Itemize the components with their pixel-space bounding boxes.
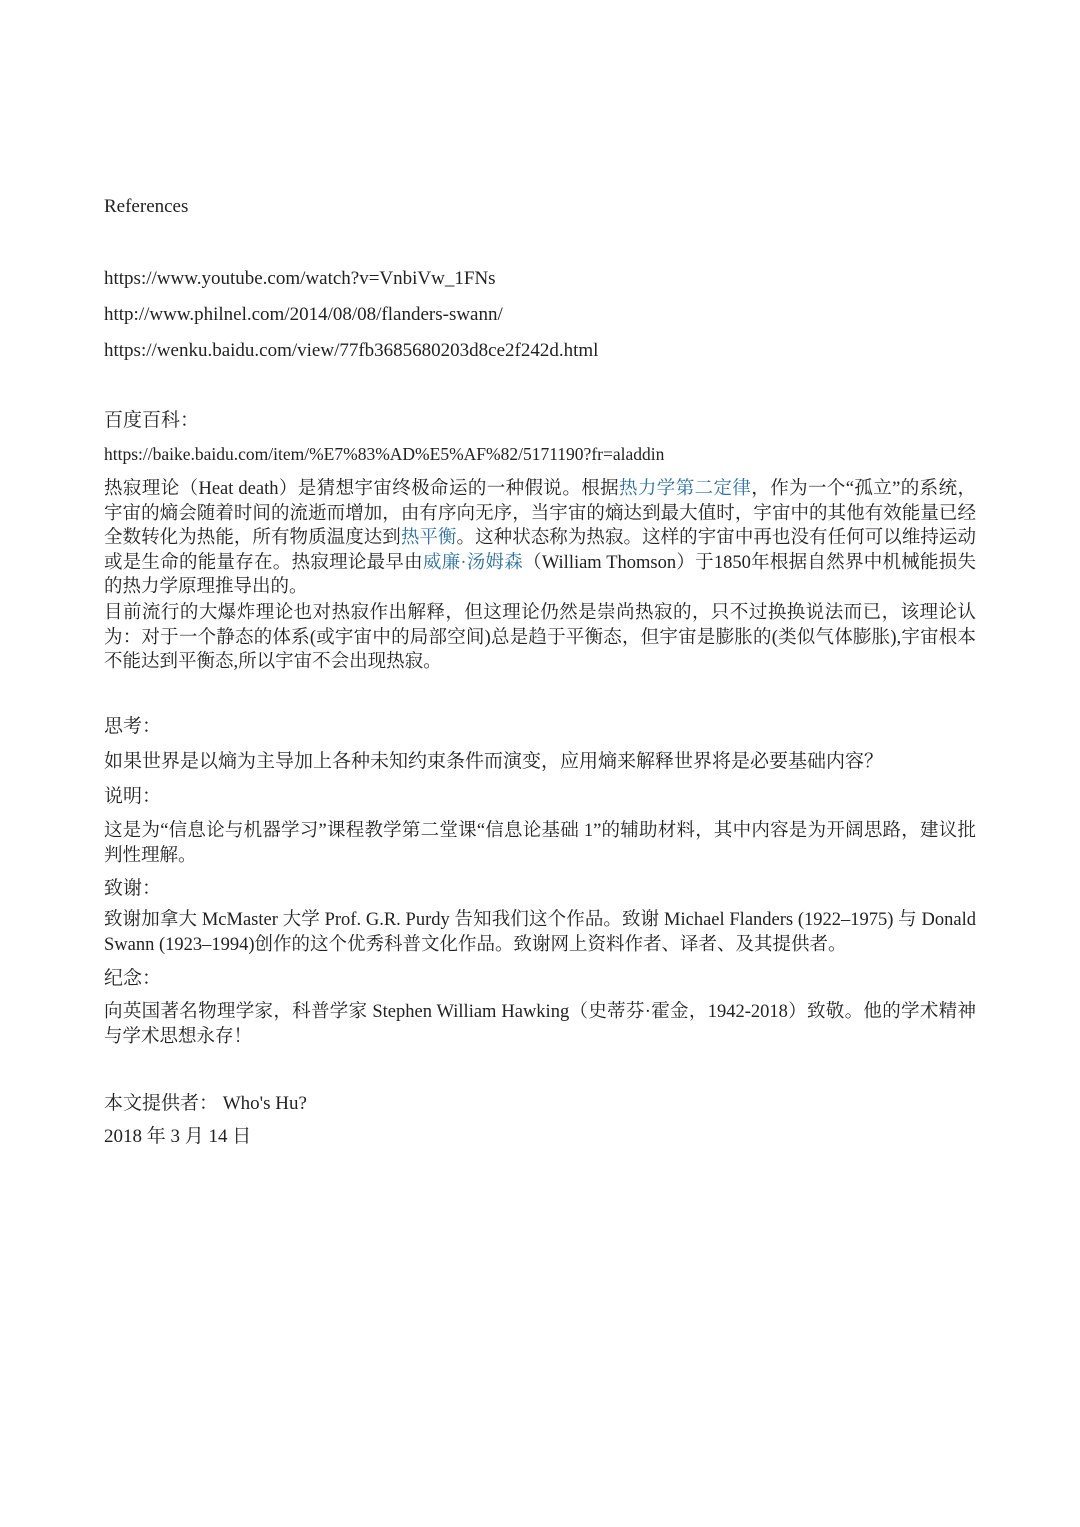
memorial-heading: 纪念： — [104, 968, 162, 989]
link-william-thomson: 威廉·汤姆森 — [422, 552, 524, 573]
para-text-3: 。这种状态称为热寂。这样的宇宙中再也没有任何可以维持运动或是生命的能量存在。热寂理论最早由 — [104, 528, 976, 573]
reference-link-youtube: https://www.youtube.com/watch?v=VnbiVw_1FNs — [104, 268, 496, 289]
link-second-law: 热力学第二定律 — [619, 479, 752, 499]
note-text: 这是为“信息论与机器学习”课程教学第二堂课“信息论基础 1”的辅助材料，其中内容是为开阔思路，建议批判性理解。 — [104, 821, 976, 866]
para-text-2: ，作为一个“孤立”的系统，宇宙的熵会随着时间的流逝而增加，由有序向无序，当宇宙的熵达到最大值时，宇宙中的其他有效能量已经全数转化为热能，所有物质温度达到 — [104, 479, 976, 548]
heat-death-paragraph — [104, 477, 976, 600]
thanks-text: 致谢加拿大 McMaster 大学 Prof. G.R. Purdy 告知我们这个作品。致谢 Michael Flanders (1922–1975) 与 Donald Swann (1923–1994)创作的这个优秀科普文化作品。致谢网上资料作者、译者、及其提供者。 — [104, 910, 976, 955]
link-thermal-equilibrium: 热平衡 — [400, 528, 457, 548]
thinking-heading: 思考： — [104, 716, 162, 737]
provider-line: 本文提供者： Who's Hu? — [104, 1093, 307, 1114]
reference-link-philnel: http://www.philnel.com/2014/08/08/flanders-swann/ — [104, 304, 503, 325]
big-bang-paragraph: 目前流行的大爆炸理论也对热寂作出解释，但这理论仍然是崇尚热寂的，只不过换换说法而已，该理论认为：对于一个静态的体系(或宇宙中的局部空间)总是趋于平衡态，但宇宙是膨胀的(类似气体膨胀),宇宙根本不能达到平衡态,所以宇宙不会出现热寂。 — [104, 603, 976, 672]
baike-heading: 百度百科： — [104, 410, 200, 431]
para-text-4: （William Thomson）于1850年根据自然界中机械能损失的热力学原理推导出的。 — [104, 552, 976, 597]
baike-url: https://baike.baidu.com/item/%E7%83%AD%E5%AF%82/5171190?fr=aladdin — [104, 444, 665, 464]
references-heading: References — [104, 196, 189, 217]
reference-link-wenku: https://wenku.baidu.com/view/77fb3685680203d8ce2f242d.html — [104, 340, 599, 361]
date-line: 2018 年 3 月 14 日 — [104, 1126, 252, 1147]
para-text-1: 热寂理论（Heat death）是猜想宇宙终极命运的一种假说。根据 — [104, 479, 620, 499]
thanks-heading: 致谢： — [104, 878, 162, 899]
thinking-text: 如果世界是以熵为主导加上各种未知约束条件而演变，应用熵来解释世界将是必要基础内容？ — [104, 751, 884, 772]
memorial-text: 向英国著名物理学家，科普学家 Stephen William Hawking（史蒂芬·霍金，1942-2018）致敬。他的学术精神与学术思想永存！ — [104, 1002, 976, 1047]
note-heading: 说明： — [104, 786, 162, 807]
